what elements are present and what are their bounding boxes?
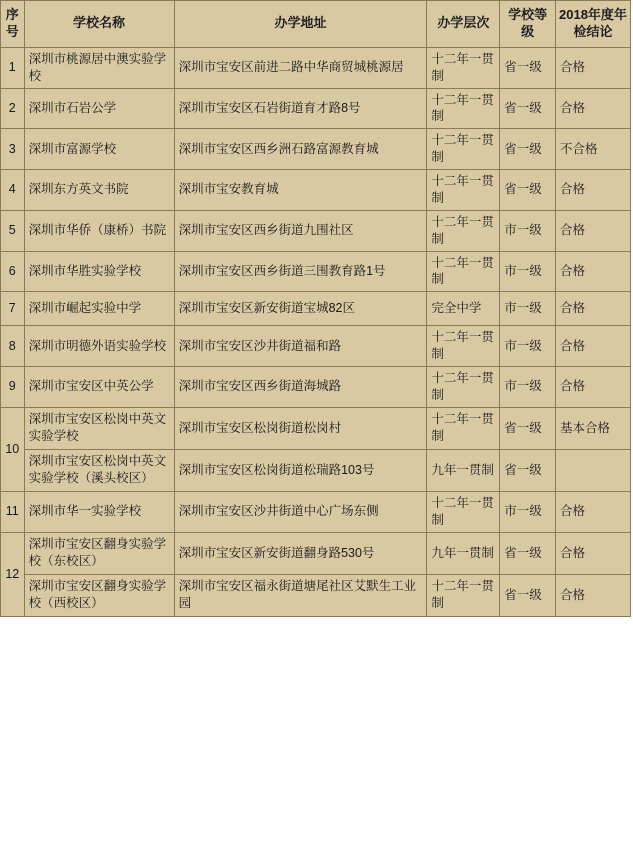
cell-conclusion: 合格: [555, 88, 630, 129]
cell-grade: 市一级: [500, 367, 556, 408]
cell-school-name: 深圳市宝安区松岗中英文实验学校（溪头校区）: [24, 449, 174, 491]
cell-conclusion: 合格: [555, 532, 630, 574]
cell-index: 2: [1, 88, 25, 129]
cell-grade: 省一级: [500, 170, 556, 211]
table-row: [1, 129, 631, 170]
cell-index: 12: [1, 532, 25, 616]
cell-school-name: 深圳市宝安区松岗中英文实验学校: [24, 407, 174, 449]
cell-grade: 省一级: [500, 129, 556, 170]
table-row: [1, 251, 631, 292]
table-body: [1, 47, 631, 616]
table-row: [1, 574, 631, 616]
cell-index: 3: [1, 129, 25, 170]
cell-level: 十二年一贯制: [427, 491, 500, 532]
cell-school-name: 深圳市华胜实验学校: [24, 251, 174, 292]
cell-level: 十二年一贯制: [427, 47, 500, 88]
cell-address: 深圳市宝安区西乡街道海城路: [174, 367, 427, 408]
header-address: 办学地址: [174, 1, 427, 48]
table-row: [1, 491, 631, 532]
cell-conclusion: 合格: [555, 210, 630, 251]
cell-grade: 省一级: [500, 574, 556, 616]
cell-school-name: 深圳市宝安区翻身实验学校（东校区）: [24, 532, 174, 574]
table-row: [1, 88, 631, 129]
cell-grade: 市一级: [500, 326, 556, 367]
cell-school-name: 深圳市桃源居中澳实验学校: [24, 47, 174, 88]
cell-address: 深圳市宝安教育城: [174, 170, 427, 211]
cell-index: 8: [1, 326, 25, 367]
cell-conclusion: 合格: [555, 326, 630, 367]
cell-address: 深圳市宝安区福永街道塘尾社区艾默生工业园: [174, 574, 427, 616]
cell-level: 九年一贯制: [427, 449, 500, 491]
cell-index: 7: [1, 292, 25, 326]
cell-level: 十二年一贯制: [427, 210, 500, 251]
cell-level: 十二年一贯制: [427, 407, 500, 449]
cell-index: 4: [1, 170, 25, 211]
table-row: [1, 292, 631, 326]
cell-address: 深圳市宝安区松岗街道松岗村: [174, 407, 427, 449]
cell-index: 9: [1, 367, 25, 408]
table-row: [1, 367, 631, 408]
cell-grade: 省一级: [500, 47, 556, 88]
table-header-row: [1, 1, 631, 48]
cell-address: 深圳市宝安区新安街道宝城82区: [174, 292, 427, 326]
cell-school-name: 深圳市明德外语实验学校: [24, 326, 174, 367]
table-row: [1, 326, 631, 367]
cell-conclusion: 合格: [555, 170, 630, 211]
cell-conclusion: [555, 449, 630, 491]
cell-grade: 省一级: [500, 449, 556, 491]
cell-index: 6: [1, 251, 25, 292]
table-row: [1, 47, 631, 88]
cell-conclusion: 合格: [555, 251, 630, 292]
cell-conclusion: 合格: [555, 292, 630, 326]
cell-level: 完全中学: [427, 292, 500, 326]
cell-conclusion: 基本合格: [555, 407, 630, 449]
header-level: 办学层次: [427, 1, 500, 48]
cell-address: 深圳市宝安区西乡街道九围社区: [174, 210, 427, 251]
cell-school-name: 深圳市崛起实验中学: [24, 292, 174, 326]
cell-school-name: 深圳市富源学校: [24, 129, 174, 170]
header-index: 序号: [1, 1, 25, 48]
table-row: [1, 532, 631, 574]
cell-index: 5: [1, 210, 25, 251]
cell-school-name: 深圳市华侨（康桥）书院: [24, 210, 174, 251]
header-school-name: 学校名称: [24, 1, 174, 48]
cell-index: 11: [1, 491, 25, 532]
cell-address: 深圳市宝安区前进二路中华商贸城桃源居: [174, 47, 427, 88]
header-conclusion: 2018年度年检结论: [555, 1, 630, 48]
cell-conclusion: 合格: [555, 574, 630, 616]
cell-grade: 市一级: [500, 210, 556, 251]
cell-level: 十二年一贯制: [427, 367, 500, 408]
cell-grade: 省一级: [500, 407, 556, 449]
cell-level: 十二年一贯制: [427, 170, 500, 211]
cell-school-name: 深圳市石岩公学: [24, 88, 174, 129]
cell-school-name: 深圳东方英文书院: [24, 170, 174, 211]
cell-address: 深圳市宝安区沙井街道中心广场东侧: [174, 491, 427, 532]
cell-level: 十二年一贯制: [427, 129, 500, 170]
cell-conclusion: 合格: [555, 491, 630, 532]
cell-address: 深圳市宝安区松岗街道松瑞路103号: [174, 449, 427, 491]
cell-school-name: 深圳市华一实验学校: [24, 491, 174, 532]
cell-address: 深圳市宝安区沙井街道福和路: [174, 326, 427, 367]
table-row: [1, 449, 631, 491]
header-grade: 学校等级: [500, 1, 556, 48]
cell-address: 深圳市宝安区新安街道翻身路530号: [174, 532, 427, 574]
cell-level: 十二年一贯制: [427, 326, 500, 367]
cell-grade: 市一级: [500, 491, 556, 532]
cell-index: 1: [1, 47, 25, 88]
cell-level: 十二年一贯制: [427, 251, 500, 292]
cell-grade: 市一级: [500, 251, 556, 292]
cell-grade: 省一级: [500, 88, 556, 129]
cell-conclusion: 合格: [555, 367, 630, 408]
cell-conclusion: 不合格: [555, 129, 630, 170]
table-row: [1, 210, 631, 251]
cell-address: 深圳市宝安区石岩街道育才路8号: [174, 88, 427, 129]
cell-index: 10: [1, 407, 25, 491]
cell-address: 深圳市宝安区西乡街道三围教育路1号: [174, 251, 427, 292]
cell-school-name: 深圳市宝安区翻身实验学校（西校区）: [24, 574, 174, 616]
cell-grade: 市一级: [500, 292, 556, 326]
cell-grade: 省一级: [500, 532, 556, 574]
cell-level: 十二年一贯制: [427, 574, 500, 616]
cell-level: 十二年一贯制: [427, 88, 500, 129]
cell-school-name: 深圳市宝安区中英公学: [24, 367, 174, 408]
cell-conclusion: 合格: [555, 47, 630, 88]
table-row: [1, 407, 631, 449]
cell-address: 深圳市宝安区西乡洲石路富源教育城: [174, 129, 427, 170]
table-row: [1, 170, 631, 211]
cell-level: 九年一贯制: [427, 532, 500, 574]
